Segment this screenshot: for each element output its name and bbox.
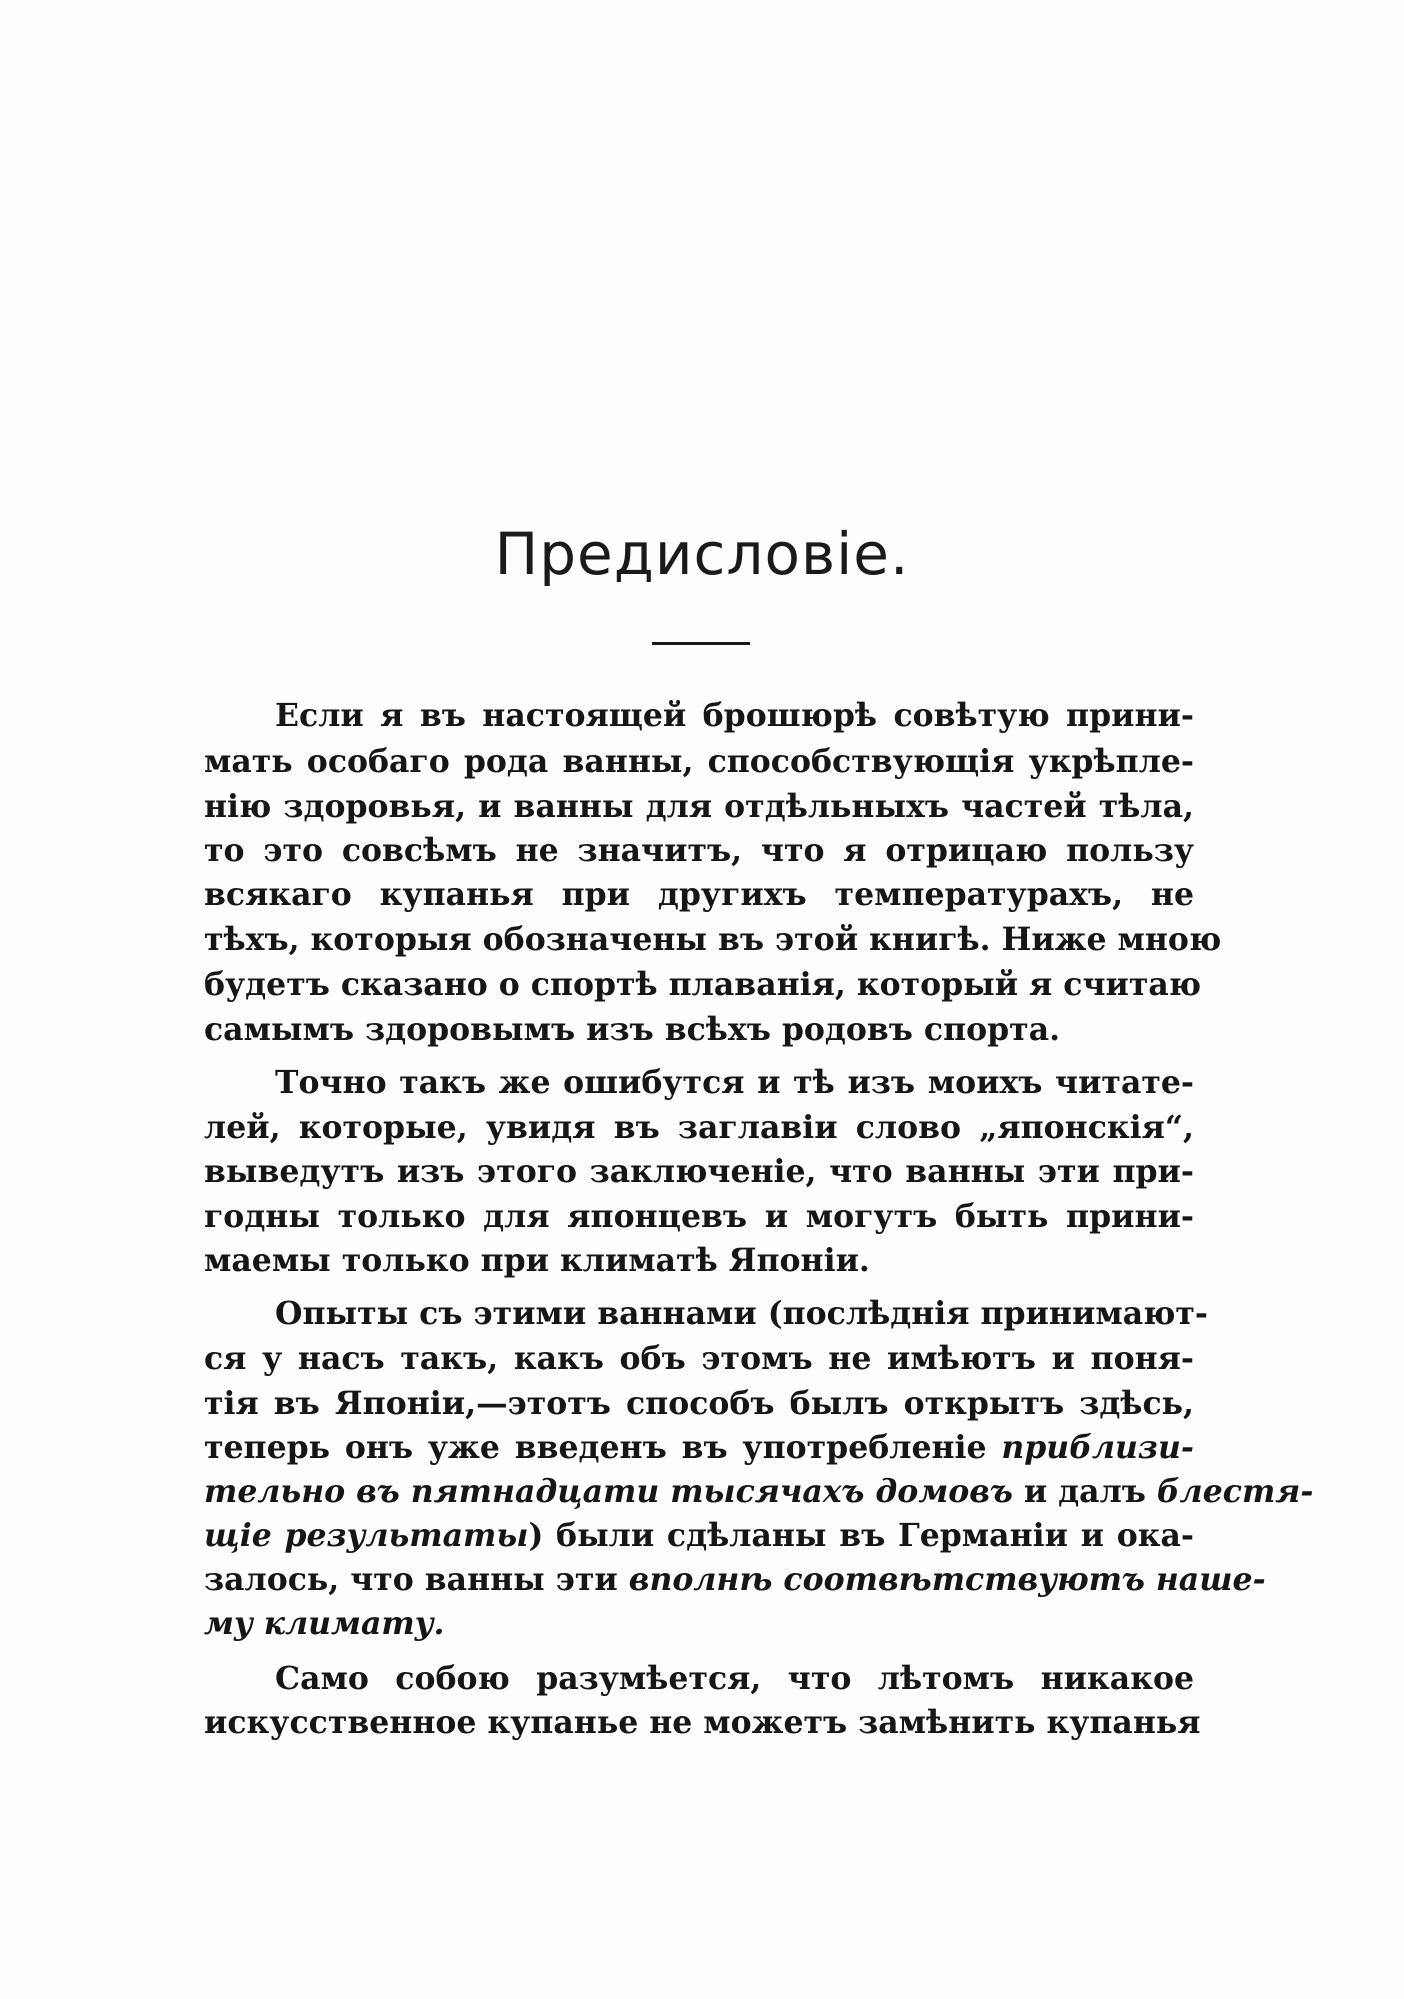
italic-text-segment: тельно въ пятнадцати тысячахъ домовъ: [204, 1473, 1013, 1510]
text-line: [204, 1195, 1194, 1239]
text-line: [204, 1382, 1194, 1426]
text-line: [204, 694, 1194, 738]
text-line: [204, 1106, 1194, 1150]
text-segment: лей, которые, увидя въ заглавіи слово „японскія“,: [204, 1109, 1194, 1146]
text-line: [204, 1008, 1194, 1052]
text-segment: маемы только при климатѣ Японіи.: [204, 1242, 870, 1279]
text-line: [204, 1426, 1194, 1470]
page-title: Предисловіе.: [494, 520, 910, 588]
text-segment: то это совсѣмъ не значитъ, что я отрицаю пользу: [204, 832, 1194, 869]
text-segment: Если я въ настоящей брошюрѣ совѣтую прини-: [275, 697, 1194, 734]
text-line: [204, 873, 1194, 917]
text-segment: мать особаго рода ванны, способствующія укрѣпле-: [204, 743, 1194, 780]
text-line: [204, 1150, 1194, 1194]
text-segment: Точно такъ же ошибутся и тѣ изъ моихъ читате-: [275, 1064, 1194, 1101]
text-line: [204, 740, 1194, 784]
text-line: [204, 1602, 1194, 1646]
text-line: [204, 1470, 1314, 1514]
text-segment: будетъ сказано о спортѣ плаванія, который я считаю: [204, 966, 1202, 1003]
text-line: [204, 785, 1194, 829]
text-segment: теперь онъ уже введенъ въ употребленіе: [204, 1429, 1002, 1466]
text-line: [204, 1657, 1194, 1701]
text-line: [204, 1061, 1194, 1105]
text-line: [204, 963, 1202, 1007]
italic-text-segment: му климату.: [204, 1605, 445, 1642]
italic-text-segment: блестя-: [1156, 1473, 1314, 1510]
text-segment: тія въ Японіи,—этотъ способъ былъ открытъ здѣсь,: [204, 1385, 1194, 1422]
title-divider: [652, 642, 750, 645]
text-line: [204, 1701, 1201, 1745]
text-line: [204, 1239, 1194, 1283]
text-line: [204, 918, 1222, 962]
italic-text-segment: вполнѣ соотвѣтствуютъ наше-: [628, 1561, 1266, 1598]
text-segment: выведутъ изъ этого заключеніе, что ванны эти при-: [204, 1153, 1194, 1190]
text-segment: ся у насъ такъ, какъ объ этомъ не имѣютъ и поня-: [204, 1340, 1194, 1377]
text-segment: нію здоровья, и ванны для отдѣльныхъ частей тѣла,: [204, 788, 1194, 825]
text-line: [204, 829, 1194, 873]
text-line: [204, 1558, 1266, 1602]
text-segment: Само собою разумѣется, что лѣтомъ никакое: [275, 1660, 1194, 1697]
text-segment: Опыты съ этими ваннами (послѣднія принимают-: [275, 1295, 1209, 1332]
text-segment: тѣхъ, которыя обозначены въ этой книгѣ. Ниже мною: [204, 921, 1222, 958]
text-segment: годны только для японцевъ и могутъ быть прини-: [204, 1198, 1194, 1235]
text-line: [204, 1292, 1209, 1336]
text-line: [204, 1514, 1194, 1558]
italic-text-segment: щіе результаты: [204, 1517, 529, 1554]
text-segment: ) были сдѣланы въ Германіи и ока-: [528, 1517, 1194, 1554]
text-segment: искусственное купанье не можетъ замѣнить купанья: [204, 1704, 1201, 1741]
text-segment: всякаго купанья при другихъ температурахъ, не: [204, 876, 1194, 913]
text-line: [204, 1337, 1194, 1381]
text-segment: и далъ: [1012, 1473, 1157, 1510]
text-segment: самымъ здоровымъ изъ всѣхъ родовъ спорта.: [204, 1011, 1061, 1048]
italic-text-segment: приблизи-: [1001, 1429, 1194, 1466]
text-segment: залось, что ванны эти: [204, 1561, 629, 1598]
